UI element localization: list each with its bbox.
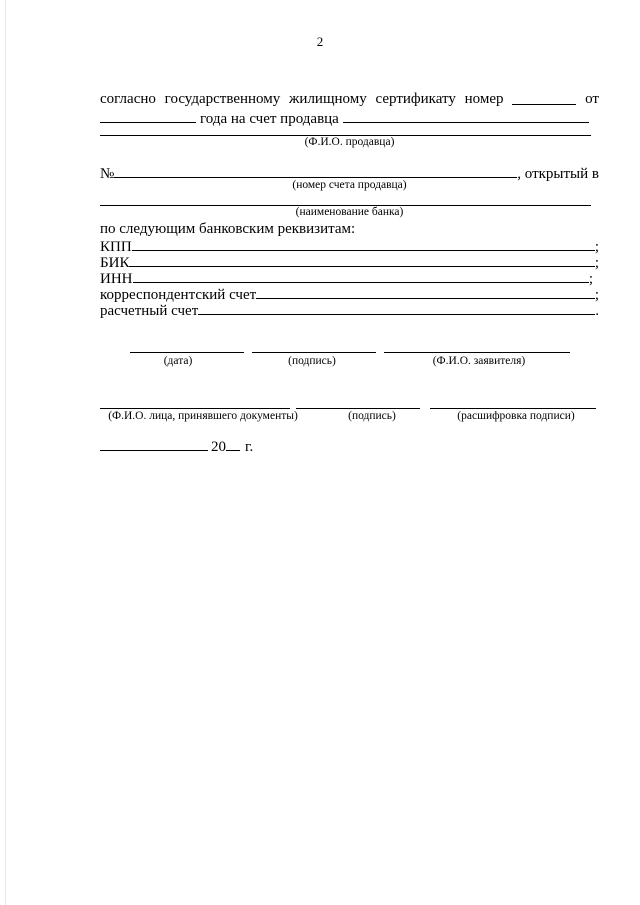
seller-caption: (Ф.И.О. продавца) [304, 136, 395, 148]
corr-account-blank [256, 284, 595, 299]
inn-blank [133, 268, 589, 283]
word-4: сертификату [375, 91, 456, 107]
kpp-label: КПП [100, 239, 132, 255]
inn-label: ИНН [100, 271, 133, 287]
date-signature-line [130, 352, 244, 353]
day-month-blank [100, 436, 208, 451]
word-from: от [585, 91, 599, 107]
requisites-intro: по следующим банковским реквизитам: [100, 221, 356, 237]
settlement-account-end: . [595, 303, 599, 319]
receiver-decode-line [430, 408, 596, 409]
sign-caption: (подпись) [288, 355, 336, 367]
corr-account-sep: ; [594, 287, 599, 303]
receiver-decode-caption: (расшифровка подписи) [457, 410, 575, 422]
date-caption: (дата) [163, 355, 193, 367]
bik-label: БИК [100, 255, 130, 271]
bik-blank [129, 252, 594, 267]
kpp-blank [132, 236, 595, 251]
opened-in-text: , открытый в [517, 166, 599, 182]
year-blank [226, 436, 240, 451]
applicant-name-line [384, 352, 570, 353]
corr-account-label: корреспондентский счет [100, 287, 257, 303]
certificate-number-blank [512, 90, 576, 105]
scan-edge [5, 0, 6, 905]
account-number-blank [114, 163, 517, 178]
receiver-sign-line [296, 408, 420, 409]
kpp-sep: ; [594, 239, 599, 255]
settlement-account-blank [198, 300, 595, 315]
receiver-sign-caption: (подпись) [348, 410, 396, 422]
word-3: жилищному [289, 91, 367, 107]
word-1: согласно [100, 91, 156, 107]
page-number: 2 [316, 34, 324, 49]
account-caption: (номер счета продавца) [292, 179, 407, 191]
settlement-account-label: расчетный счет [100, 303, 199, 319]
word-5: номер [464, 91, 504, 107]
certificate-line [100, 90, 599, 108]
document-date-line [100, 436, 253, 456]
receiver-name-caption: (Ф.И.О. лица, принявшего документы) [108, 410, 298, 422]
number-sign: № [100, 166, 115, 182]
word-2: государственному [164, 91, 281, 107]
applicant-sign-line [252, 352, 376, 353]
year-prefix: 20 [211, 439, 226, 455]
certificate-date-blank [100, 108, 196, 123]
bik-sep: ; [594, 255, 599, 271]
receiver-name-line [100, 408, 290, 409]
bank-caption: (наименование банка) [295, 206, 404, 218]
seller-account-text: года на счет продавца [200, 111, 339, 127]
date-seller-line [100, 108, 599, 128]
seller-name-blank [343, 108, 589, 123]
inn-sep: ; [588, 271, 593, 287]
settlement-account-line [100, 300, 599, 320]
year-suffix: г. [245, 439, 254, 455]
applicant-name-caption: (Ф.И.О. заявителя) [432, 355, 526, 367]
